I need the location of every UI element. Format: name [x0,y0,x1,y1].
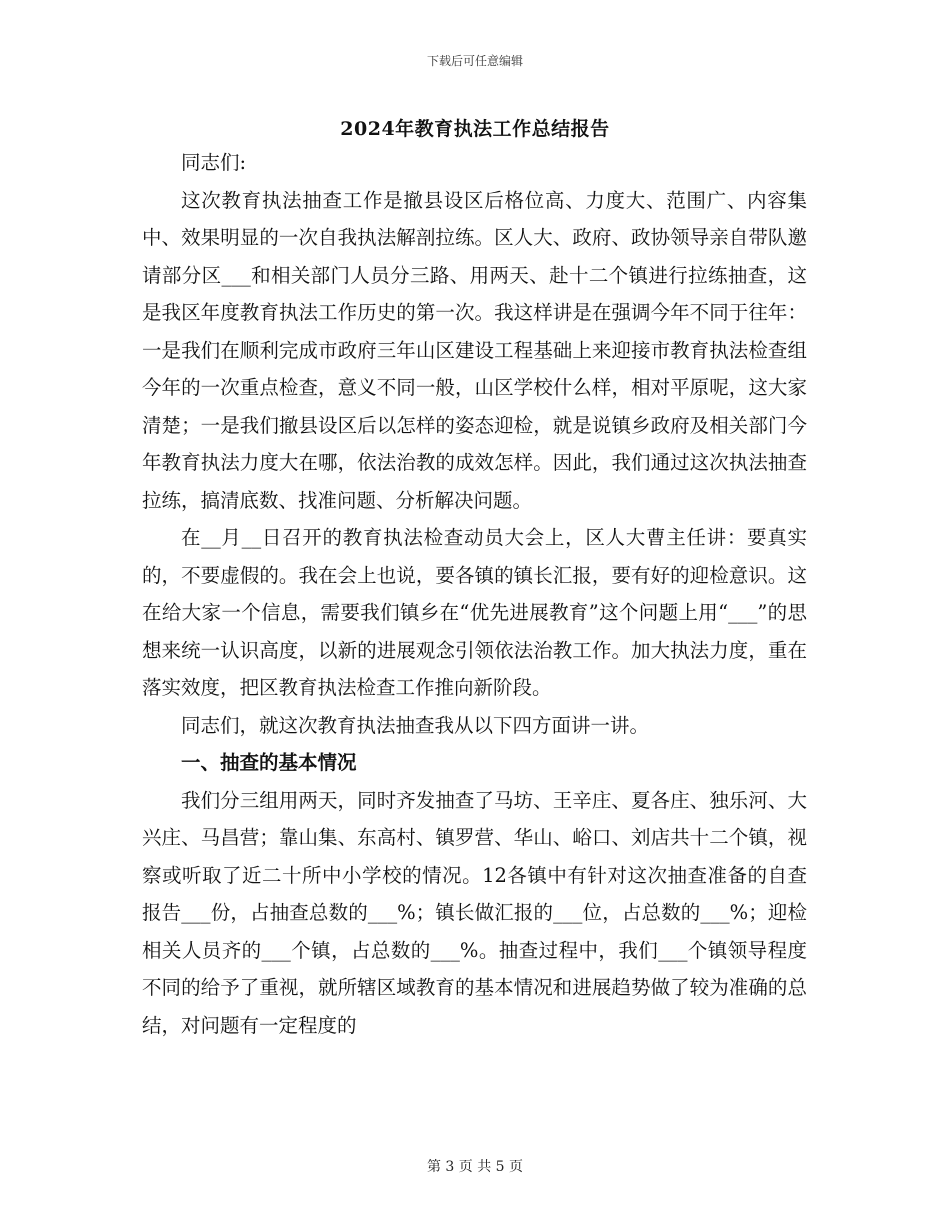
document-body [142,144,807,1044]
page-number-footer: 第 3 页 共 5 页 [426,1159,524,1175]
salutation-paragraph: 同志们: [181,151,247,174]
section-heading: 一、抽查的基本情况 [181,751,357,774]
body-paragraph: 同志们，就这次教育执法抽查我从以下四方面讲一讲。 [181,713,650,737]
document-title: 2024年教育执法工作总结报告 [340,118,610,140]
body-paragraph: 这次教育执法抽查工作是撤县设区后格位高、力度大、范围广、内容集中、效果明显的一次自我执法解剖拉练。区人大、政府、政协领导亲自带队邀请部分区___和相关部门人员分三路、用两天、赴十二个镇进行拉练抽查，这是我区年度教育执法工作历史的第一次。我这样讲是在强调今年不同于往年：一是我们在顺利完成市政府三年山区建设工程基础上来迎接市教育执法检查组今年的一次重点检查，意义不同一般，山区学校什么样，相对平原呢，这大家清楚；一是我们撤县设区后以怎样的姿态迎检，就是说镇乡政府及相关部门今年教育执法力度大在哪，依法治教的成效怎样。因此，我们通过这次执法抽查拉练，搞清底数、找准问题、分析解决问题。 [142,188,807,512]
body-paragraph: 在__月__日召开的教育执法检查动员大会上，区人大曹主任讲：要真实的，不要虚假的。我在会上也说，要各镇的镇长汇报，要有好的迎检意识。这在给大家一个信息，需要我们镇乡在“优先进展教育”这个问题上用“___”的思想来统一认识高度，以新的进展观念引领依法治教工作。加大执法力度，重在落实效度，把区教育执法检查工作推向新阶段。 [142,526,807,699]
page-header-note: 下载后可任意编辑 [426,54,523,68]
section-paragraph: 我们分三组用两天，同时齐发抽查了马坊、王辛庄、夏各庄、独乐河、大兴庄、马昌营；靠山集、东高村、镇罗营、华山、峪口、刘店共十二个镇，视察或听取了近二十所中小学校的情况。12各镇中有针对这次抽查准备的自查报告___份，占抽查总数的___%；镇长做汇报的___位，占总数的___%；迎检相关人员齐的___个镇，占总数的___%。抽查过程中，我们___个镇领导程度不同的给予了重视，就所辖区域教育的基本情况和进展趋势做了较为准确的总结，对问题有一定程度的 [142,788,807,1037]
